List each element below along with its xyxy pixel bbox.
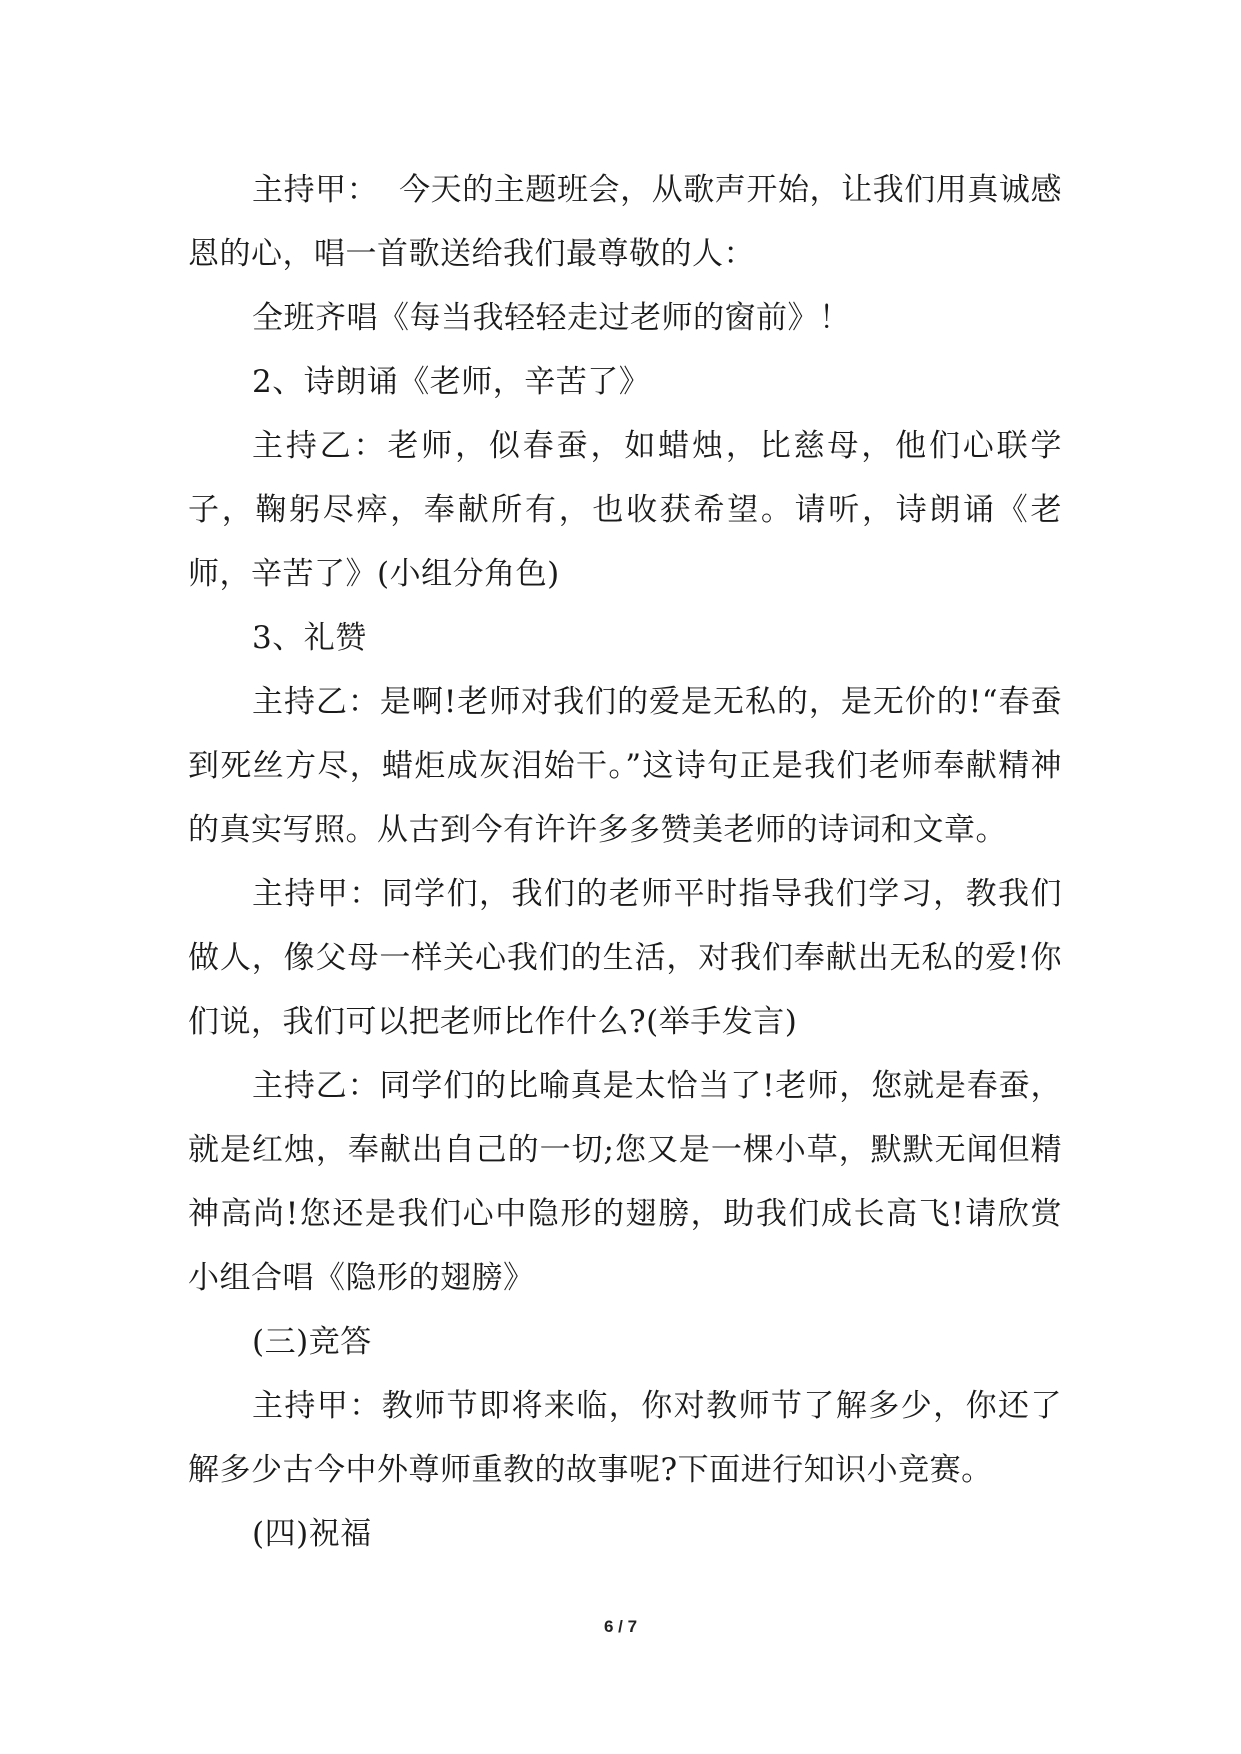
paragraph-host-a-metaphor: 主持甲：同学们，我们的老师平时指导我们学习，教我们做人，像父母一样关心我们的生活，对我们奉献出无私的爱!你们说，我们可以把老师比作什么?(举手发言) <box>188 876 1062 1040</box>
paragraph-host-b-wings: 主持乙：同学们的比喻真是太恰当了!老师，您就是春蚕，就是红烛，奉献出自己的一切;您又是一棵小草，默默无闻但精神高尚!您还是我们心中隐形的翅膀，助我们成长高飞!请欣赏小组合唱《隐形的翅膀》 <box>188 1068 1062 1296</box>
paragraph-heading-poem: 2、诗朗诵《老师，辛苦了》 <box>252 364 651 400</box>
paragraph-heading-blessing: (四)祝福 <box>252 1516 372 1552</box>
paragraph-host-b-praise: 主持乙：是啊!老师对我们的爱是无私的，是无价的!“春蚕到死丝方尽，蜡炬成灰泪始干。”这诗句正是我们老师奉献精神的真实写照。从古到今有许许多多赞美老师的诗词和文章。 <box>188 684 1062 848</box>
paragraph-heading-praise: 3、礼赞 <box>252 620 367 656</box>
paragraph-host-b-poem: 主持乙：老师，似春蚕，如蜡烛，比慈母，他们心联学子，鞠躬尽瘁，奉献所有，也收获希望。请听，诗朗诵《老师，辛苦了》(小组分角色) <box>188 428 1062 592</box>
paragraph-host-a-quiz: 主持甲：教师节即将来临，你对教师节了解多少，你还了解多少古今中外尊师重教的故事呢?下面进行知识小竞赛。 <box>188 1388 1062 1488</box>
paragraph-class-song: 全班齐唱《每当我轻轻走过老师的窗前》！ <box>252 300 851 336</box>
document-body <box>188 158 1062 1566</box>
page-number: 6 / 7 <box>603 1617 638 1636</box>
paragraph-heading-quiz: (三)竞答 <box>252 1324 372 1360</box>
paragraph-host-a-intro: 主持甲： 今天的主题班会，从歌声开始，让我们用真诚感恩的心，唱一首歌送给我们最尊敬的人： <box>188 172 1062 272</box>
